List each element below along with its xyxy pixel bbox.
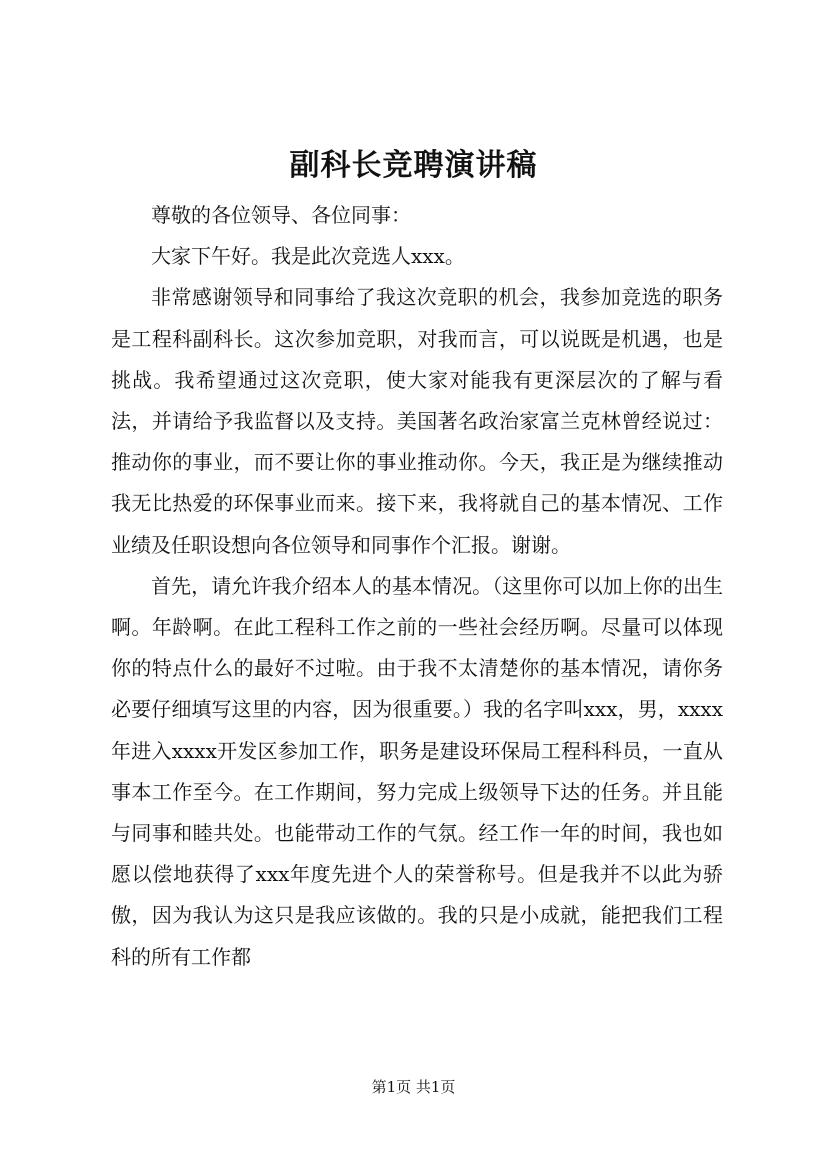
greeting-paragraph: 大家下午好。我是此次竞选人xxx。 [151, 244, 465, 269]
document-title: 副科长竞聘演讲稿 [289, 148, 538, 183]
background-paragraph: 首先，请允许我介绍本人的基本情况。（这里你可以加上你的出生啊。年龄啊。在此工程科工作之前的一些社会经历啊。尽量可以体现你的特点什么的最好不过啦。由于我不太清楚你的基本情况，请你务必要仔细填写这里的内容，因为很重要。）我的名字叫xxx，男，xxxx年进入xxxx开发区参加工作，职务是建设环保局工程科科员，一直从事本工作至今。在工作期间，努力完成上级领导下达的任务。并且能与同事和睦共处。也能带动工作的气氛。经工作一年的时间，我也如愿以偿地获得了xxx年度先进个人的荣誉称号。但是我并不以此为骄傲，因为我认为这只是我应该做的。我的只是小成就，能把我们工程科的所有工作都 [111, 573, 723, 969]
salutation-paragraph: 尊敬的各位领导、各位同事： [151, 203, 411, 227]
page-footer: 第1页 共1页 [371, 1078, 456, 1096]
intro-paragraph: 非常感谢领导和同事给了我这次竞职的机会，我参加竞选的职务是工程科副科长。这次参加竞职，对我而言，可以说既是机遇，也是挑战。我希望通过这次竞职，使大家对能我有更深层次的了解与看法，并请给予我监督以及支持。美国著名政治家富兰克林曾经说过：推动你的事业，而不要让你的事业推动你。今天，我正是为继续推动我无比热爱的环保事业而来。接下来，我将就自己的基本情况、工作业绩及任职设想向各位领导和同事作个汇报。谢谢。 [111, 285, 723, 557]
document-body [111, 195, 723, 978]
